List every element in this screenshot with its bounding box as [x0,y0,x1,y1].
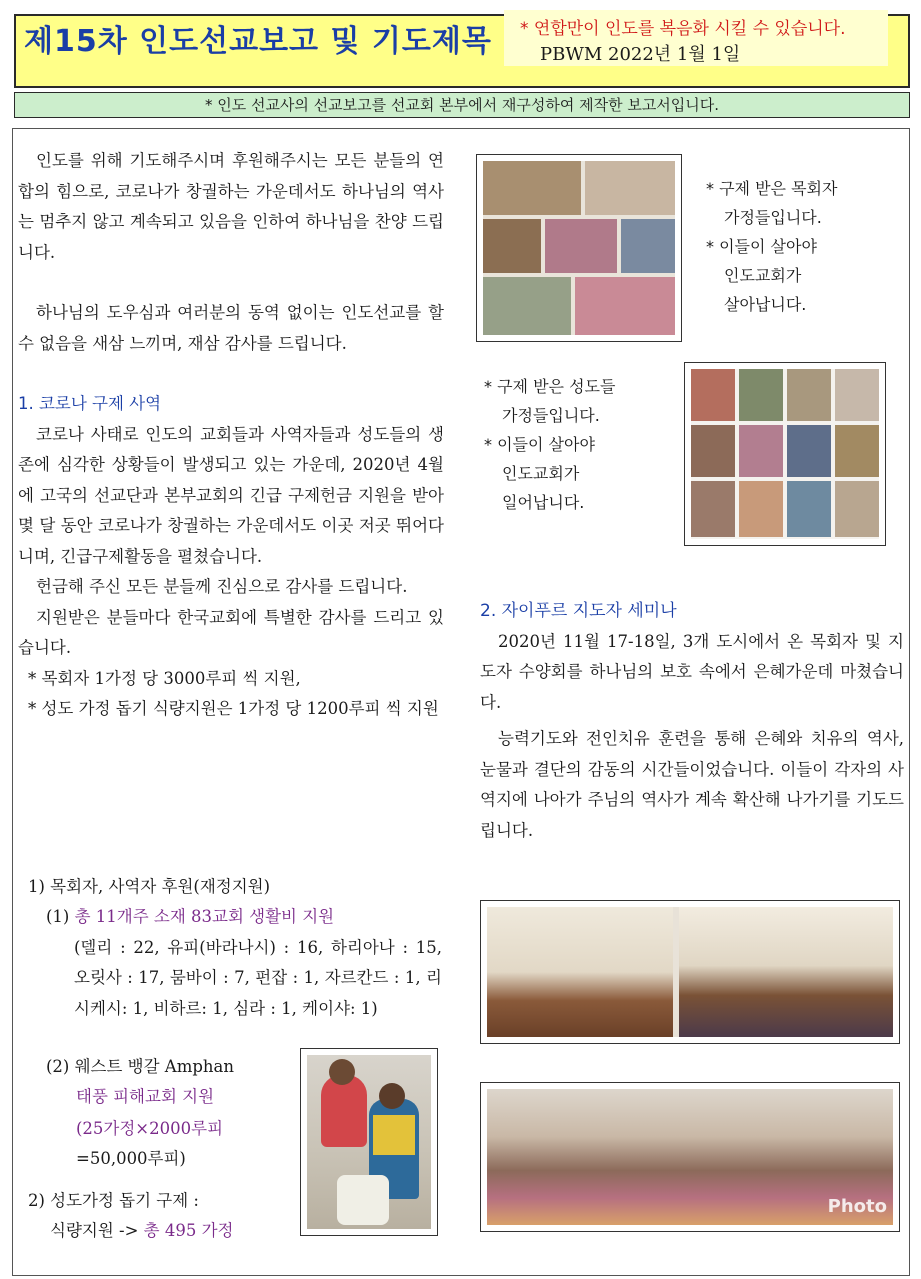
seminar-group-photo [480,1082,900,1232]
right-column [480,596,904,846]
pastor-caption-line-4: 인도교회가 [724,266,802,285]
support-item-2-line-4: =50,000루피) [76,1149,186,1168]
help-prefix: 식량지원 -> [50,1221,144,1240]
left-column [18,146,444,725]
section-2-title: 2. 자이푸르 지도자 세미나 [480,601,677,621]
pastor-families-caption [706,174,837,319]
pastor-families-photo-collage [476,154,682,342]
pastor-caption-line-2: 가정들입니다. [724,208,822,227]
support-title: 1) 목회자, 사역자 후원(재정지원) [28,877,271,896]
motto-text: * 연합만이 인도를 복음화 시킬 수 있습니다. [520,19,846,39]
sub-banner: * 인도 선교사의 선교보고를 선교회 본부에서 재구성하여 제작한 보고서입니다. [14,92,910,118]
support-item-2-line-1: (2) 웨스트 뱅갈 Amphan [46,1057,235,1076]
page-title: 제15차 인도선교보고 및 기도제목 [24,24,492,59]
section-1-title: 1. 코로나 구제 사역 [18,394,162,413]
bullet-pastor-support: * 목회자 1가정 당 3000루피 씩 지원, [28,668,301,688]
seminar-hall-photo [480,900,900,1044]
photo-watermark: Photo [827,1196,887,1217]
section-2-paragraph-2: 능력기도와 전인치유 훈련을 통해 은혜와 치유의 역사, 눈물과 결단의 감동의 시간들이었습니다. 이들이 각자의 사역지에 나아가 주님의 역사가 계속 확산해 나가기를 기도드립니다. [480,729,904,840]
intro-paragraph-2: 하나님의 도우심과 여러분의 동역 없이는 인도선교를 할 수 없음을 새삼 느끼며, 재삼 감사를 드립니다. [18,303,444,353]
saint-caption-line-5: 일어납니다. [502,493,585,512]
support-item-2-line-3: (25가정×2000루피 [76,1119,224,1138]
support-item-1 [46,902,442,1024]
saint-caption-line-3: * 이들이 살아야 [484,435,595,454]
support-item-1-label: (1) [46,907,75,926]
saint-families-photo-collage [684,362,886,546]
bullet-food-support: * 성도 가정 돕기 식량지원은 1가정 당 1200루피 씩 지원 [28,699,439,718]
section-1-paragraph-2: 헌금해 주신 모든 분들께 진심으로 감사를 드립니다. [36,577,408,596]
support-item-2-line-2: 태풍 피해교회 지원 [76,1087,215,1106]
report-date: PBWM 2022년 1월 1일 [540,44,741,65]
help-detail [50,1216,233,1247]
saint-caption-line-4: 인도교회가 [502,464,580,483]
pastor-caption-line-5: 살아납니다. [724,295,807,314]
saint-families-caption [484,372,615,517]
pastor-caption-line-3: * 이들이 살아야 [706,237,817,256]
support-item-1-detail: (델리 : 22, 유피(바라나시) : 16, 하리아나 : 15, 오릿사 : 17, 뭄바이 : 7, 펀잡 : 1, 자르칸드 : 1, 리시케시: 1, 비하르: 1, 심라 : 1, 케이샤: 1) [74,937,442,1018]
help-title: 2) 성도가정 돕기 구제 : [28,1191,199,1210]
pastor-caption-line-1: * 구제 받은 목회자 [706,179,838,198]
saint-caption-line-1: * 구제 받은 성도들 [484,377,616,396]
section-1-paragraph-3: 지원받은 분들마다 한국교회에 특별한 감사를 드리고 있습니다. [18,607,444,657]
support-item-1-highlight: 총 11개주 소재 83교회 생활비 지원 [74,907,335,926]
section-1-paragraph-1: 코로나 사태로 인도의 교회들과 사역자들과 성도들의 생존에 심각한 상황들이 발생되고 있는 가운데, 2020년 4월에 고국의 선교단과 본부교회의 긴급 구제헌금 지원을 받아 몇 달 동안 코로나가 창궐하는 가운데서도 이곳 저곳 뛰어다니며, 긴급구제활동을 펼쳤습니다. [18,424,444,566]
section-2-paragraph-1: 2020년 11월 17-18일, 3개 도시에서 온 목회자 및 지도자 수양회를 하나님의 보호 속에서 은혜가운데 마쳤습니다. [480,631,904,712]
amphan-relief-photo [300,1048,438,1236]
saint-caption-line-2: 가정들입니다. [502,406,600,425]
help-highlight: 총 495 가정 [143,1221,234,1240]
intro-paragraph-1: 인도를 위해 기도해주시며 후원해주시는 모든 분들의 연합의 힘으로, 코로나가 창궐하는 가운데서도 하나님의 역사는 멈추지 않고 계속되고 있음을 인하여 하나님을 찬양 드립니다. [18,151,444,262]
